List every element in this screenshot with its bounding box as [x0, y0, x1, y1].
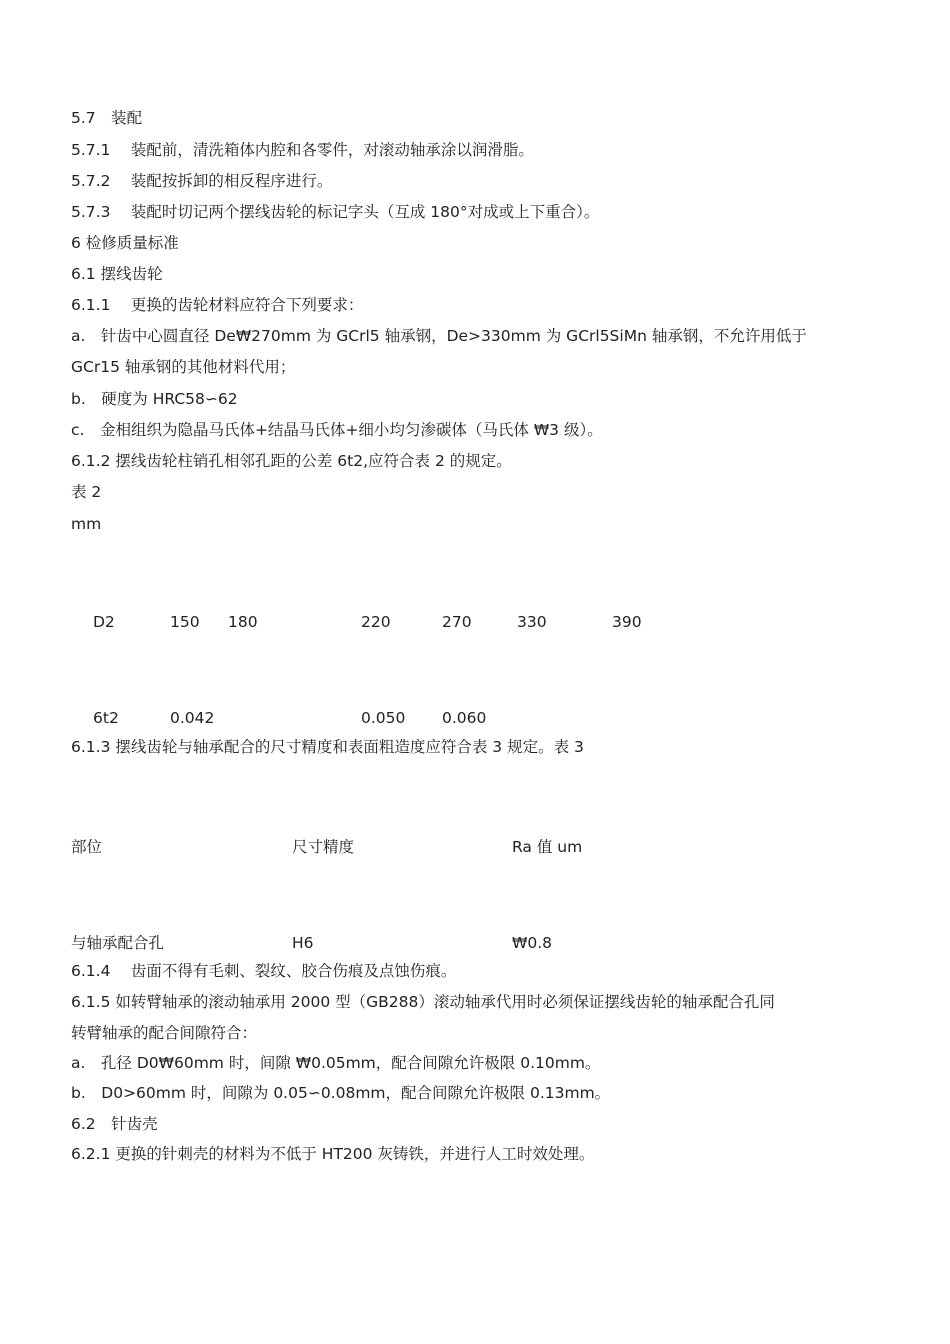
table-cell: 330: [517, 613, 547, 631]
table-cell: ₩0.8: [512, 934, 552, 952]
table-cell: 150: [170, 613, 200, 631]
clause-5-7-2: 5.7.2 装配按拆卸的相反程序进行。: [71, 172, 333, 190]
clause-5-7-3: 5.7.3 装配时切记两个摆线齿轮的标记字头（互成 180°对成或上下重合）。: [71, 203, 600, 221]
item-a-line1: a. 针齿中心圆直径 De₩270mm 为 GCrl5 轴承钢，De>330mm 为 GCrl5SiMn 轴承钢，不允许用低于: [71, 327, 807, 345]
point-b: b. D0>60mm 时，间隙为 0.05∽0.08mm，配合间隙允许极限 0.13mm。: [71, 1084, 611, 1102]
table-cell: 270: [442, 613, 472, 631]
table-cell: 390: [612, 613, 642, 631]
clause-6-2-1: 6.2.1 更换的针刺壳的材料为不低于 HT200 灰铸铁，并进行人工时效处理。: [71, 1145, 595, 1163]
table-header: 尺寸精度: [292, 838, 355, 856]
table-cell: 220: [361, 613, 391, 631]
point-a: a. 孔径 D0₩60mm 时，间隙 ₩0.05mm，配合间隙允许极限 0.10mm。: [71, 1054, 601, 1072]
table-cell: 与轴承配合孔: [71, 934, 165, 952]
heading-6-1: 6.1 摆线齿轮: [71, 265, 163, 283]
table-cell: 0.042: [170, 709, 215, 727]
table-2-unit: mm: [71, 515, 102, 533]
table-cell: 6t2: [93, 709, 119, 727]
table-2-caption: 表 2: [71, 483, 102, 501]
clause-6-1-2: 6.1.2 摆线齿轮柱销孔相邻孔距的公差 6t2,应符合表 2 的规定。: [71, 452, 512, 470]
table-cell: 180: [228, 613, 258, 631]
heading-5-7: 5.7 装配: [71, 109, 143, 127]
table-header: 部位: [71, 838, 103, 856]
table-cell: H6: [292, 934, 314, 952]
table-cell: D2: [93, 613, 115, 631]
table-header: Ra 值 um: [512, 838, 583, 856]
clause-6-1-4: 6.1.4 齿面不得有毛刺、裂纹、胶合伤痕及点蚀伤痕。: [71, 962, 457, 980]
heading-6-2: 6.2 针齿壳: [71, 1115, 158, 1133]
clause-6-1-3: 6.1.3 摆线齿轮与轴承配合的尺寸精度和表面粗造度应符合表 3 规定。表 3: [71, 738, 584, 756]
clause-6-1-5-line2: 转臂轴承的配合间隙符合：: [71, 1024, 258, 1042]
item-b: b. 硬度为 HRC58∽62: [71, 390, 238, 408]
item-c: c. 金相组织为隐晶马氏体+结晶马氏体+细小均匀渗碳体（马氏体 ₩3 级）。: [71, 421, 603, 439]
table-cell: 0.050: [361, 709, 406, 727]
item-a-line2: GCr15 轴承钢的其他材料代用；: [71, 358, 296, 376]
table-cell: 0.060: [442, 709, 487, 727]
heading-6: 6 检修质量标准: [71, 234, 179, 252]
clause-6-1-5-line1: 6.1.5 如转臂轴承的滚动轴承用 2000 型（GB288）滚动轴承代用时必须保证摆线齿轮的轴承配合孔同: [71, 993, 775, 1011]
clause-5-7-1: 5.7.1 装配前，清洗箱体内腔和各零件，对滚动轴承涂以润滑脂。: [71, 141, 534, 159]
clause-6-1-1: 6.1.1 更换的齿轮材料应符合下列要求：: [71, 296, 364, 314]
